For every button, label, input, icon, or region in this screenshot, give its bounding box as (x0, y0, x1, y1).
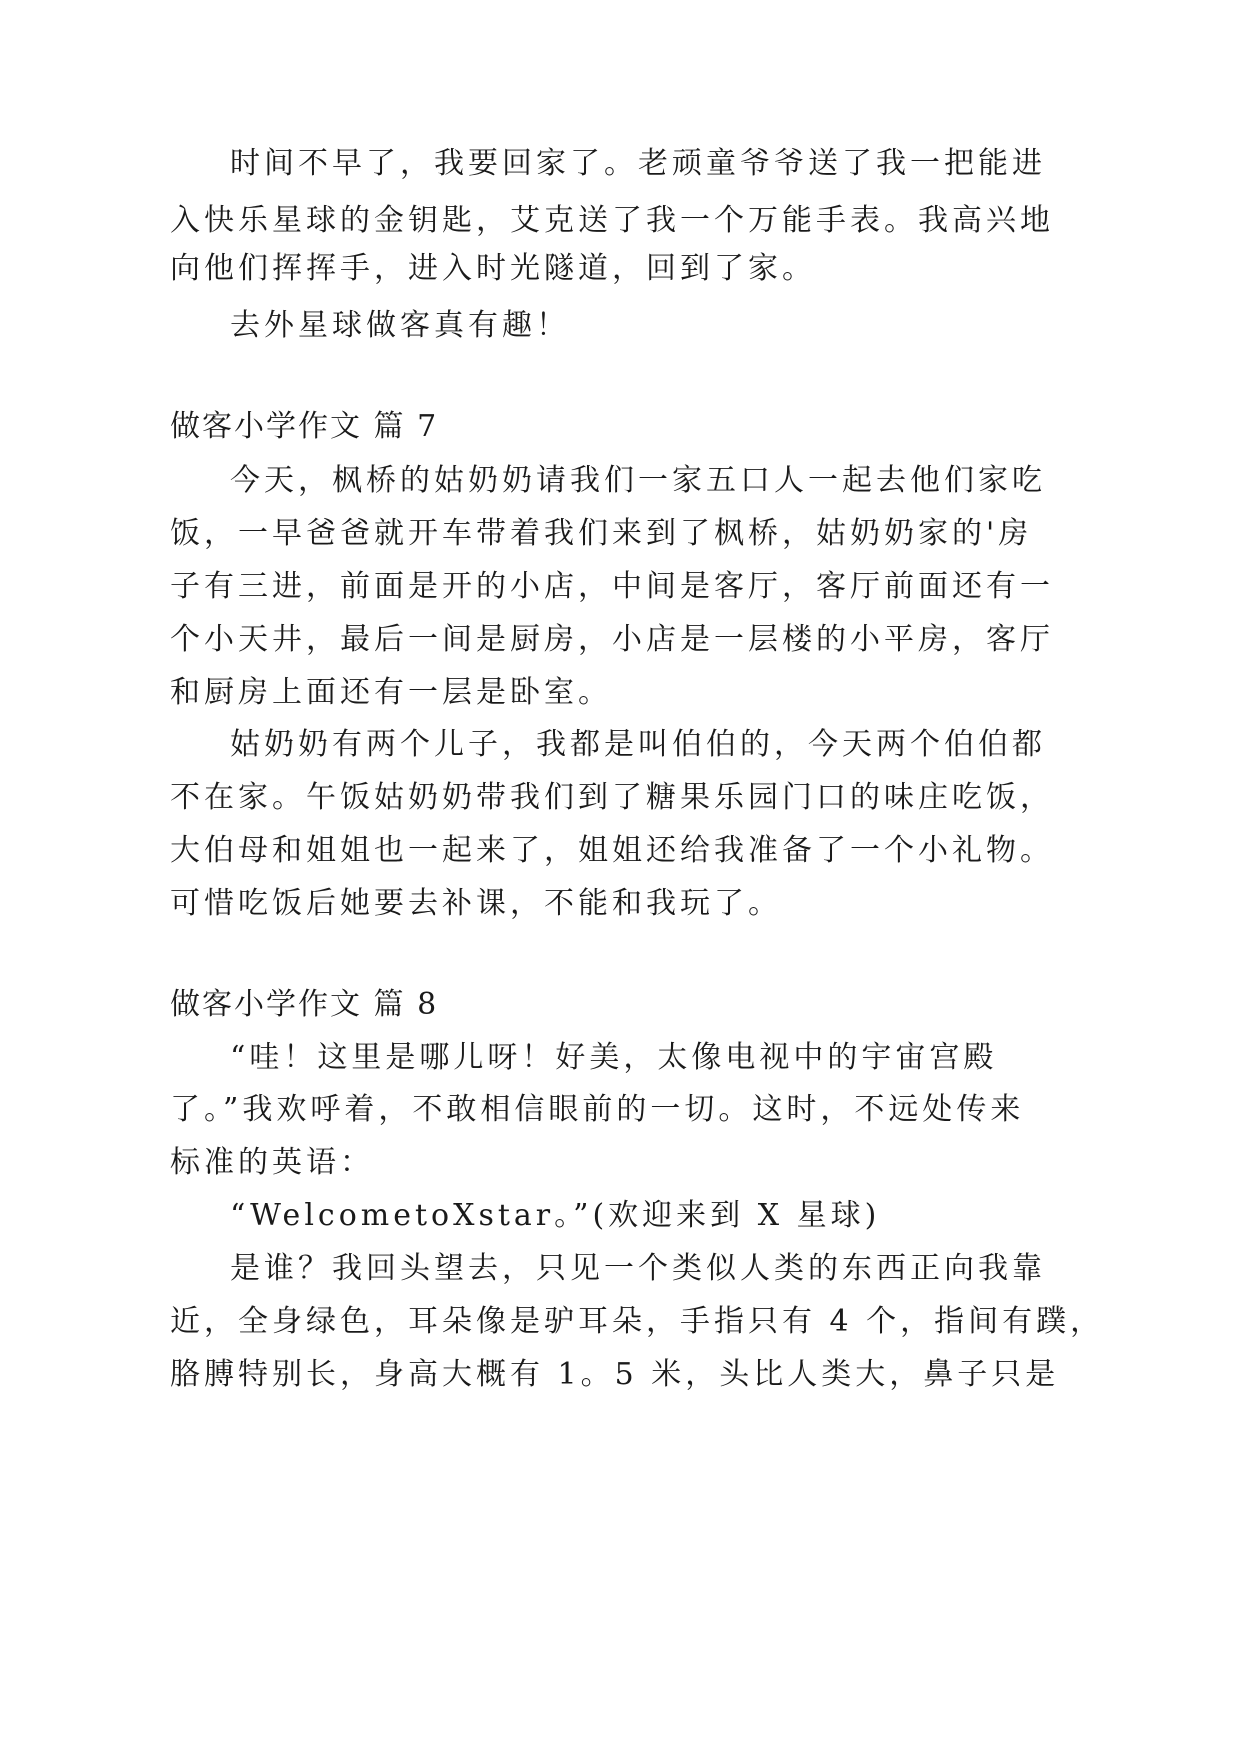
paragraph-line: 可惜吃饭后她要去补课，不能和我玩了。 (170, 886, 782, 921)
paragraph-line: 和厨房上面还有一层是卧室。 (170, 675, 612, 710)
paragraph-line: 了。”我欢呼着，不敢相信眼前的一切。这时，不远处传来 (170, 1092, 1025, 1127)
section-heading: 做客小学作文 篇 7 (170, 409, 439, 444)
paragraph-line: 去外星球做客真有趣！ (230, 308, 570, 343)
paragraph-line: 标准的英语： (170, 1145, 374, 1180)
paragraph-line: “哇！这里是哪儿呀！好美，太像电视中的宇宙宫殿 (230, 1040, 998, 1075)
paragraph-line: 个小天井，最后一间是厨房，小店是一层楼的小平房，客厅 (170, 622, 1054, 657)
section-heading: 做客小学作文 篇 8 (170, 987, 439, 1022)
paragraph-line: 饭，一早爸爸就开车带着我们来到了枫桥，姑奶奶家的'房 (170, 516, 1033, 551)
paragraph-line: 胳膊特别长，身高大概有 1。5 米，头比人类大，鼻子只是 (170, 1357, 1060, 1392)
paragraph-line: 大伯母和姐姐也一起来了，姐姐还给我准备了一个小礼物。 (170, 833, 1054, 868)
paragraph-line: “WelcometoXstar。”(欢迎来到 X 星球) (230, 1198, 881, 1233)
paragraph-line: 入快乐星球的金钥匙，艾克送了我一个万能手表。我高兴地 (170, 203, 1054, 238)
paragraph-line: 近，全身绿色，耳朵像是驴耳朵，手指只有 4 个，指间有蹼， (170, 1304, 1105, 1339)
paragraph-line: 时间不早了，我要回家了。老顽童爷爷送了我一把能进 (230, 146, 1046, 181)
paragraph-line: 姑奶奶有两个儿子，我都是叫伯伯的，今天两个伯伯都 (230, 727, 1046, 762)
paragraph-line: 向他们挥挥手，进入时光隧道，回到了家。 (170, 251, 816, 286)
paragraph-line: 今天，枫桥的姑奶奶请我们一家五口人一起去他们家吃 (230, 463, 1046, 498)
paragraph-line: 不在家。午饭姑奶奶带我们到了糖果乐园门口的味庄吃饭， (170, 780, 1054, 815)
paragraph-line: 子有三进，前面是开的小店，中间是客厅，客厅前面还有一 (170, 569, 1054, 604)
paragraph-line: 是谁？我回头望去，只见一个类似人类的东西正向我靠 (230, 1251, 1046, 1286)
